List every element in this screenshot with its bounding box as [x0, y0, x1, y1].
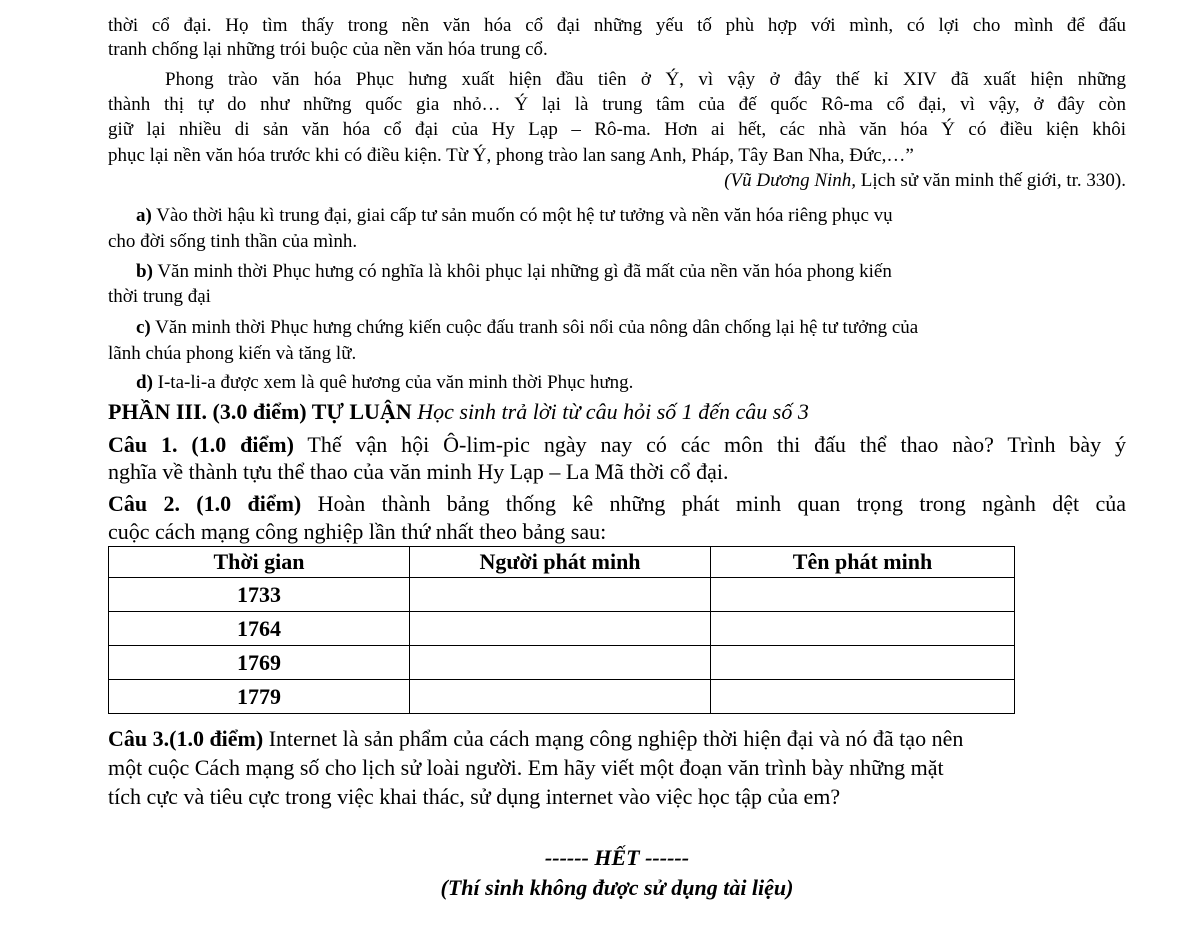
cell-invention[interactable]: [711, 680, 1015, 714]
table-row: [109, 612, 1015, 646]
table-row: [109, 680, 1015, 714]
cell-year: 1769: [109, 646, 410, 680]
cell-year: 1764: [109, 612, 410, 646]
question-3: Câu 3.(1.0 điểm) Internet là sản phẩm của cách mạng công nghiệp thời hiện đại và nó đã tạo nên: [108, 726, 964, 751]
table-header-row: [109, 547, 1015, 578]
passage-line-3: Phong trào văn hóa Phục hưng xuất hiện đầu tiên ở Ý, vì vậy ở đây thế kỉ XIV đã xuất hiện những: [165, 69, 1126, 90]
question-2-cont: cuộc cách mạng công nghiệp lần thứ nhất theo bảng sau:: [108, 519, 607, 544]
question-3-cont-2: tích cực và tiêu cực trong việc khai thác, sử dụng internet vào việc học tập của em?: [108, 784, 841, 809]
statement-a: a) Vào thời hậu kì trung đại, giai cấp tư sản muốn có một hệ tư tưởng và nền văn hóa riêng phục vụ: [136, 205, 893, 226]
statement-d: d) I-ta-li-a được xem là quê hương của văn minh thời Phục hưng.: [136, 372, 634, 393]
header-time: Thời gian: [109, 547, 410, 578]
passage-source: [500, 169, 1126, 193]
table-row: [109, 578, 1015, 612]
question-2-label: Câu 2. (1.0 điểm): [108, 491, 302, 516]
question-3-cont-1: một cuộc Cách mạng số cho lịch sử loài người. Em hãy viết một đoạn văn trình bày những mặt: [108, 755, 944, 780]
passage-line-6: phục lại nền văn hóa trước khi có điều kiện. Từ Ý, phong trào lan sang Anh, Pháp, Tây Ban Nha, Đức,…”: [108, 145, 914, 166]
cell-invention[interactable]: [711, 612, 1015, 646]
source-title: Lịch sử văn minh thế giới, tr. 330).: [856, 170, 1126, 191]
passage-line-5: giữ lại nhiều di sản văn hóa cổ đại của Hy Lạp – Rô-ma. Hơn ai hết, các nhà văn hóa Ý có điều kiện khôi: [108, 119, 1126, 140]
statement-label: c): [136, 317, 151, 338]
end-marker: ------ HẾT ------: [544, 845, 690, 870]
statement-b-cont: thời trung đại: [108, 286, 211, 307]
statement-c-cont: lãnh chúa phong kiến và tăng lữ.: [108, 343, 357, 364]
cell-invention[interactable]: [711, 646, 1015, 680]
cell-inventor[interactable]: [410, 612, 711, 646]
passage-line-1: thời cổ đại. Họ tìm thấy trong nền văn hóa cổ đại những yếu tố phù hợp với mình, có lợi cho mình để đấu: [108, 15, 1126, 36]
statement-a-cont: cho đời sống tinh thần của mình.: [108, 231, 358, 252]
cell-year: 1733: [109, 578, 410, 612]
source-author: (Vũ Dương Ninh,: [724, 170, 857, 191]
question-1-label: Câu 1. (1.0 điểm): [108, 432, 294, 457]
cell-inventor[interactable]: [410, 646, 711, 680]
part3-instruction: Học sinh trả lời từ câu hỏi số 1 đến câu số 3: [411, 399, 809, 424]
cell-year: 1779: [109, 680, 410, 714]
table-row: [109, 646, 1015, 680]
header-invention: Tên phát minh: [711, 547, 1015, 578]
inventions-table: [108, 546, 1015, 714]
cell-inventor[interactable]: [410, 578, 711, 612]
statement-b: b) Văn minh thời Phục hưng có nghĩa là khôi phục lại những gì đã mất của nền văn hóa phong kiến: [136, 261, 892, 282]
passage-line-2: tranh chống lại những trói buộc của nền văn hóa trung cổ.: [108, 39, 548, 60]
cell-invention[interactable]: [711, 578, 1015, 612]
part3-heading: PHẦN III. (3.0 điểm) TỰ LUẬN Học sinh trả lời từ câu hỏi số 1 đến câu số 3: [108, 399, 809, 424]
question-1: Câu 1. (1.0 điểm) Thế vận hội Ô-lim-pic ngày nay có các môn thi đấu thể thao nào? Trình bày ý: [108, 432, 1126, 457]
footer-note: (Thí sinh không được sử dụng tài liệu): [440, 875, 794, 900]
question-1-cont: nghĩa về thành tựu thể thao của văn minh Hy Lạp – La Mã thời cổ đại.: [108, 459, 729, 484]
statement-label: b): [136, 261, 153, 282]
statement-label: a): [136, 205, 152, 226]
cell-inventor[interactable]: [410, 680, 711, 714]
statement-c: c) Văn minh thời Phục hưng chứng kiến cuộc đấu tranh sôi nổi của nông dân chống lại hệ tư tưởng của: [136, 317, 919, 338]
passage-line-4: thành thị tự do như những quốc gia nhỏ… Ý lại là trung tâm của đế quốc Rô-ma cổ đại, vì vậy, ở đây còn: [108, 94, 1126, 115]
header-inventor: Người phát minh: [410, 547, 711, 578]
statement-label: d): [136, 372, 153, 393]
question-2: Câu 2. (1.0 điểm) Hoàn thành bảng thống kê những phát minh quan trọng trong ngành dệt của: [108, 491, 1126, 516]
question-3-label: Câu 3.(1.0 điểm): [108, 726, 264, 751]
